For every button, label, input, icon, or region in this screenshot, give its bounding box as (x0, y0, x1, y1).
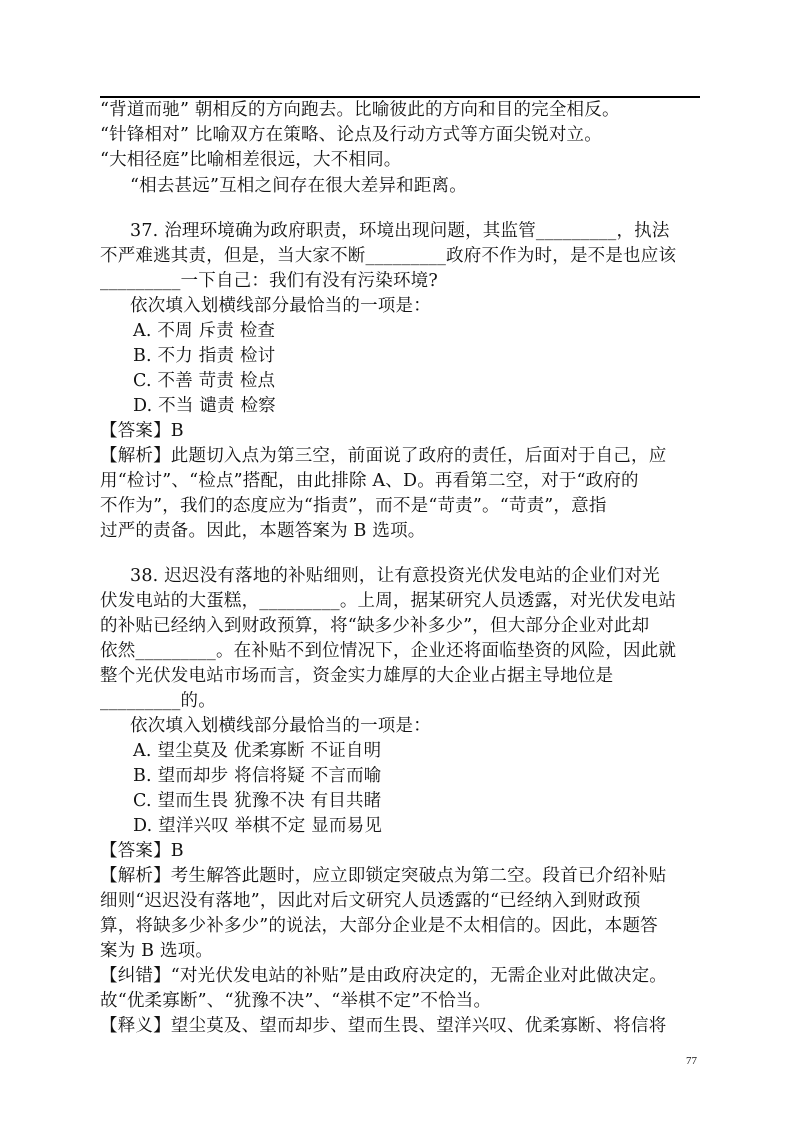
q38-correction-1: 【纠错】“对光伏发电站的补贴”是由政府决定的，无需企业对此做决定。 (100, 966, 667, 986)
q38-line-1: 38. 迟迟没有落地的补贴细则，让有意投资光伏发电站的企业们对光 (130, 566, 660, 586)
q38-analysis-2: 细则“迟迟没有落地”，因此对后文研究人员透露的“已经纳入到财政预 (100, 891, 641, 911)
q37-prompt: 依次填入划横线部分最恰当的一项是： (130, 296, 431, 316)
q38-answer: 【答案】B (100, 841, 184, 861)
intro-line-1: “背道而驰” 朝相反的方向跑去。比喻彼此的方向和目的完全相反。 (100, 100, 620, 120)
q37-analysis-2: 用“检讨”、“检点”搭配，由此排除 A、D。再看第二空，对于“政府的 (100, 471, 639, 491)
q37-analysis-1: 【解析】此题切入点为第三空，前面说了政府的责任，后面对于自己，应 (100, 446, 667, 466)
q38-line-2: 伏发电站的大蛋糕，_________。上周，据某研究人员透露，对光伏发电站 (100, 591, 677, 611)
q38-analysis-1: 【解析】考生解答此题时，应立即锁定突破点为第二空。段首已介绍补贴 (100, 866, 667, 886)
q37-line-2: 不严难逃其责，但是，当大家不断_________政府不作为时，是不是也应该 (100, 246, 677, 266)
q37-option-c: C. 不善 苛责 检点 (133, 371, 276, 391)
q37-answer: 【答案】B (100, 421, 184, 441)
q38-analysis-4: 案为 B 选项。 (100, 941, 214, 961)
intro-line-2: “针锋相对” 比喻双方在策略、论点及行动方式等方面尖锐对立。 (100, 125, 602, 145)
intro-line-4: “相去甚远”互相之间存在很大差异和距离。 (130, 176, 467, 196)
q37-option-d: D. 不当 谴责 检察 (133, 396, 276, 416)
intro-line-3: “大相径庭”比喻相差很远，大不相同。 (100, 150, 402, 170)
q37-line-1: 37. 治理环境确为政府职责，环境出现问题，其监管_________，执法 (130, 221, 670, 241)
q37-option-a: A. 不周 斥责 检查 (133, 321, 276, 341)
q37-option-b: B. 不力 指责 检讨 (133, 346, 276, 366)
q38-option-d: D. 望洋兴叹 举棋不定 显而易见 (133, 816, 383, 836)
q38-line-6: _________的。 (100, 691, 216, 711)
q38-meaning: 【释义】望尘莫及、望而却步、望而生畏、望洋兴叹、优柔寡断、将信将 (100, 1016, 667, 1036)
q38-option-b: B. 望而却步 将信将疑 不言而喻 (133, 766, 382, 786)
q37-analysis-4: 过严的责备。因此，本题答案为 B 选项。 (100, 521, 426, 541)
q38-option-a: A. 望尘莫及 优柔寡断 不证自明 (133, 741, 382, 761)
q37-line-3: _________一下自己：我们有没有污染环境? (100, 271, 438, 291)
q38-correction-2: 故“优柔寡断”、“犹豫不决”、“举棋不定”不恰当。 (100, 991, 492, 1011)
page-number: 77 (686, 1055, 697, 1067)
q38-line-4: 依然_________。在补贴不到位情况下，企业还将面临垫资的风险，因此就 (100, 641, 677, 661)
q38-line-3: 的补贴已经纳入到财政预算，将“缺多少补多少”，但大部分企业对此却 (100, 616, 650, 636)
q38-analysis-3: 算，将缺多少补多少”的说法，大部分企业是不太相信的。因此，本题答 (100, 916, 658, 936)
q38-line-5: 整个光伏发电站市场而言，资金实力雄厚的大企业占据主导地位是 (100, 666, 614, 686)
q38-prompt: 依次填入划横线部分最恰当的一项是： (130, 716, 431, 736)
q37-analysis-3: 不作为”，我们的态度应为“指责”，而不是“苛责”。“苛责”，意指 (100, 496, 607, 516)
q38-option-c: C. 望而生畏 犹豫不决 有目共睹 (133, 791, 382, 811)
